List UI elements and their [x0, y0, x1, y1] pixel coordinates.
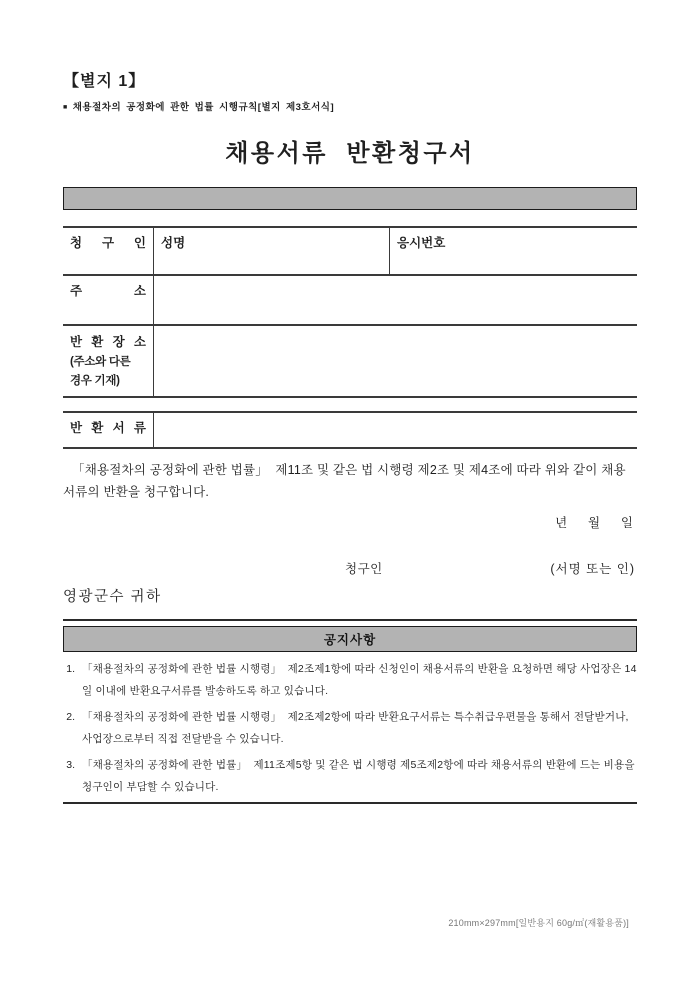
claimant-label: 청 구 인: [63, 228, 154, 274]
return-place-row: [63, 326, 637, 398]
paper-spec: 210mm×297mm[일반용지 60g/㎡(재활용품)]: [448, 918, 629, 928]
bottom-rule: [63, 802, 637, 804]
notice-item: [63, 706, 637, 750]
notice-section-rule: [63, 619, 637, 621]
return-place-note-line1: (주소와 다른: [70, 356, 131, 368]
signer-row: [63, 559, 637, 577]
notice-item-number: 2.: [66, 711, 75, 723]
applicant-number-label: 응시번호: [397, 236, 446, 250]
notice-header-bar: [63, 626, 637, 652]
name-label: 성명: [161, 236, 186, 250]
return-docs-table: [63, 411, 637, 449]
table-gap: [63, 398, 637, 411]
notice-item-text: 「채용절차의 공정화에 관한 법률 시행령」 제2조제2항에 따라 반환요구서류는 특수취급우편물을 통해서 전달받거나, 사업장으로부터 직접 전달받을 수 있습니다.: [82, 711, 632, 745]
notice-item-number: 3.: [66, 759, 75, 771]
notice-item: [63, 658, 637, 702]
notice-item-text: 「채용절차의 공정화에 관한 법률」 제11조제5항 및 같은 법 시행령 제5조제2항에 따라 채용서류의 반환에 드는 비용을 청구인이 부담할 수 있습니다.: [82, 759, 638, 793]
claimant-row: [63, 228, 637, 276]
address-label: 주 소: [63, 276, 154, 324]
return-place-note-line2: 경우 기재): [70, 375, 120, 387]
address-row: [63, 276, 637, 326]
form-table: [63, 226, 637, 398]
bullet-square-icon: ■: [63, 104, 68, 111]
request-statement: 「채용절차의 공정화에 관한 법률」 제11조 및 같은 법 시행령 제2조 및 제4조에 따라 위와 같이 채용서류의 반환을 청구합니다.: [63, 463, 626, 499]
signature-note: (서명 또는 인): [550, 562, 635, 576]
notice-item: [63, 754, 637, 798]
return-docs-label: 반 환 서 류: [63, 413, 154, 447]
name-field-cell: [154, 228, 390, 274]
recipient-line: 영광군수 귀하: [63, 589, 162, 605]
form-reference: [63, 101, 637, 114]
notice-item-text: 「채용절차의 공정화에 관한 법률 시행령」 제2조제1항에 따라 신청인이 채용서류의 반환을 요청하면 해당 사업장은 14일 이내에 반환요구서류를 발송하도록 하고 있습니다.: [82, 663, 637, 697]
return-docs-field-cell: [154, 413, 637, 447]
notice-list: [63, 658, 637, 798]
form-reference-text: 채용절차의 공정화에 관한 법률 시행규칙[별지 제3호서식]: [72, 102, 335, 113]
claimant-signer-label: 청구인: [345, 562, 383, 576]
notice-item-number: 1.: [66, 663, 75, 675]
notice-title: 공지사항: [323, 633, 377, 647]
return-place-label-cell: [63, 326, 154, 396]
return-place-label: 반 환 장 소: [70, 335, 146, 349]
return-docs-row: [63, 411, 637, 449]
page-title: 채용서류 반환청구서: [225, 140, 475, 167]
title-divider-bar: [63, 187, 637, 210]
return-place-field-cell: [154, 326, 637, 396]
applicant-number-field-cell: [390, 228, 637, 274]
annex-label: 【별지 1】: [63, 73, 146, 90]
address-field-cell: [154, 276, 637, 324]
date-line: 년 월 일: [555, 516, 633, 530]
